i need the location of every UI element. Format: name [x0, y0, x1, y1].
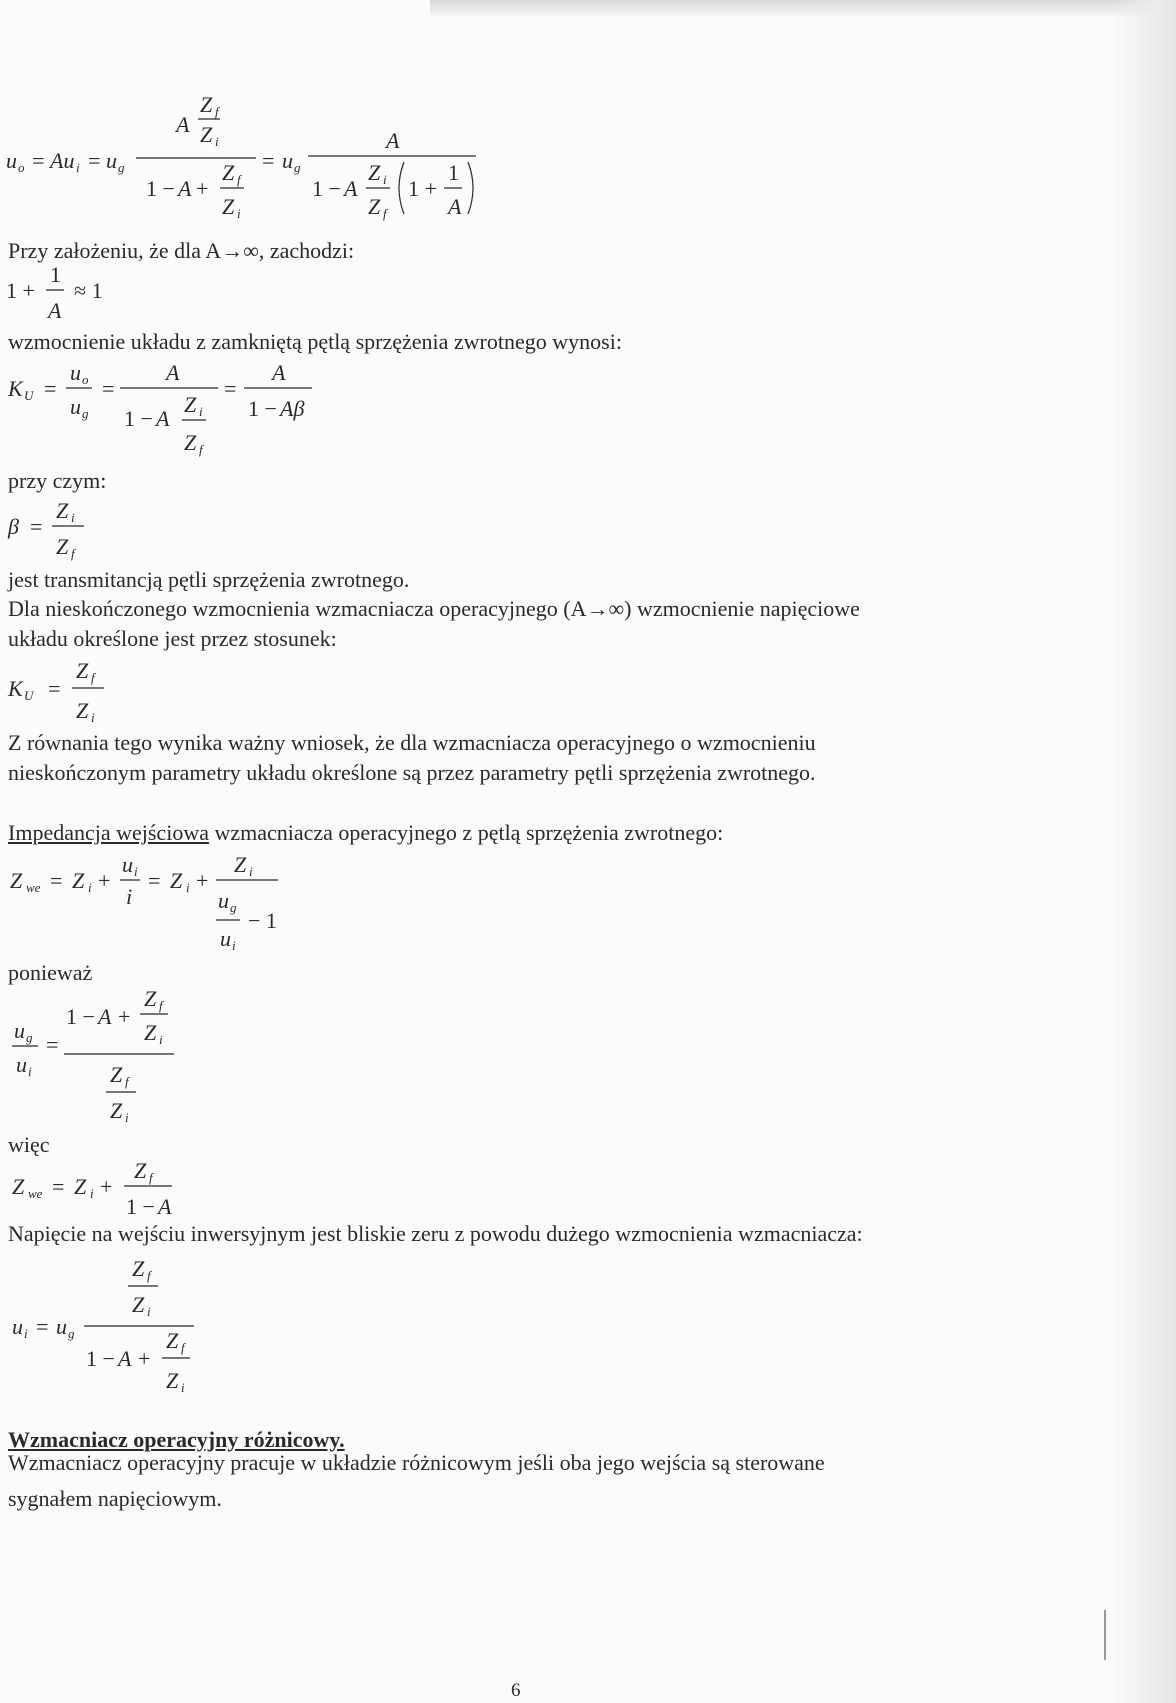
svg-text:i: i — [90, 1186, 94, 1201]
svg-text:A: A — [344, 176, 358, 201]
svg-text:Z: Z — [72, 868, 85, 893]
svg-text:i: i — [91, 710, 95, 725]
svg-text:Z: Z — [200, 122, 213, 147]
svg-text:g: g — [68, 1326, 75, 1341]
svg-text:U: U — [24, 388, 34, 403]
svg-text:f: f — [91, 670, 95, 685]
paragraph: Wzmacniacz operacyjny pracuje w układzie różnicowym jeśli oba jego wejścia są sterowane — [8, 1450, 825, 1475]
svg-text:+: + — [98, 868, 111, 893]
svg-text:=: = — [36, 1314, 49, 1339]
svg-text:− 1: − 1 — [248, 908, 277, 933]
svg-text:u: u — [14, 1018, 25, 1043]
svg-text:i: i — [134, 864, 138, 879]
svg-text:Z: Z — [56, 498, 69, 523]
svg-text:Au: Au — [50, 148, 75, 173]
svg-text:we: we — [28, 1186, 43, 1201]
svg-text:i: i — [159, 1032, 163, 1047]
svg-text:Aβ: Aβ — [280, 396, 305, 421]
svg-text:u: u — [282, 148, 293, 173]
svg-text:i: i — [232, 938, 236, 953]
svg-text:f: f — [199, 442, 203, 457]
equation-ideal-gain — [8, 656, 118, 726]
svg-text:Z: Z — [12, 1174, 25, 1199]
svg-text:Z: Z — [110, 1062, 123, 1087]
paragraph-rest: wzmacniacza operacyjnego z pętlą sprzężenia zwrotnego: — [208, 820, 724, 845]
svg-text:i: i — [237, 206, 241, 221]
svg-text:A: A — [158, 1194, 172, 1219]
svg-text:A: A — [48, 298, 62, 323]
svg-text:=: = — [224, 376, 237, 401]
svg-text:A: A — [448, 194, 462, 219]
svg-text:A: A — [386, 128, 400, 153]
equation-beta — [8, 496, 108, 562]
svg-text:1: 1 — [448, 160, 459, 185]
svg-text:1 −: 1 − — [124, 406, 153, 431]
equation-approximation — [6, 262, 126, 332]
svg-text:Z: Z — [184, 430, 197, 455]
svg-text:=: = — [32, 148, 45, 173]
svg-text:i: i — [383, 172, 387, 187]
svg-text:i: i — [186, 880, 190, 895]
svg-text:=: = — [88, 148, 101, 173]
svg-text:=: = — [50, 868, 63, 893]
svg-text:A: A — [156, 406, 170, 431]
svg-text:≈ 1: ≈ 1 — [74, 278, 103, 303]
svg-text:f: f — [383, 206, 387, 221]
svg-text:u: u — [122, 852, 133, 877]
svg-text:u: u — [70, 360, 81, 385]
paragraph: ponieważ — [8, 960, 93, 985]
underlined-term: Impedancja wejściowa — [8, 820, 209, 845]
svg-text:1 +: 1 + — [6, 278, 35, 303]
svg-text:i: i — [249, 864, 253, 879]
svg-text:i: i — [181, 1380, 185, 1395]
svg-text:u: u — [106, 148, 117, 173]
svg-text:Z: Z — [76, 698, 89, 723]
svg-text:u: u — [12, 1314, 23, 1339]
scan-shadow-right — [1112, 0, 1176, 1703]
svg-text:K: K — [8, 676, 23, 701]
svg-text:i: i — [24, 1326, 28, 1341]
page-number: 6 — [511, 1680, 521, 1701]
svg-text:f: f — [159, 998, 163, 1013]
svg-text:Z: Z — [222, 194, 235, 219]
svg-text:Z: Z — [74, 1174, 87, 1199]
svg-text:u: u — [220, 926, 231, 951]
scan-shadow-top — [430, 0, 1176, 18]
svg-text:Z: Z — [144, 986, 157, 1011]
paragraph: więc — [8, 1132, 50, 1157]
svg-text:i: i — [76, 160, 80, 175]
svg-text:1 +: 1 + — [408, 176, 437, 201]
paragraph: Dla nieskończonego wzmocnienia wzmacniacza operacyjnego (A→∞) wzmocnienie napięciowe — [8, 596, 860, 621]
svg-text:f: f — [125, 1074, 129, 1089]
svg-text:1 −: 1 − — [312, 176, 341, 201]
svg-text:Z: Z — [166, 1368, 179, 1393]
svg-text:+: + — [138, 1346, 151, 1371]
svg-text:o: o — [82, 372, 89, 387]
equation-input-impedance — [10, 852, 300, 962]
svg-text:=: = — [44, 376, 57, 401]
svg-text:Z: Z — [166, 1328, 179, 1353]
svg-text:=: = — [48, 676, 61, 701]
paragraph: przy czym: — [8, 468, 107, 493]
svg-text:Z: Z — [76, 658, 89, 683]
svg-text:Z: Z — [110, 1098, 123, 1123]
svg-text:i: i — [147, 1304, 151, 1319]
equation-closed-loop-gain — [8, 360, 328, 460]
svg-text:i: i — [199, 404, 203, 419]
svg-text:+: + — [196, 868, 209, 893]
svg-text:Z: Z — [144, 1020, 157, 1045]
svg-text:Z: Z — [170, 868, 183, 893]
svg-text:i: i — [125, 1110, 129, 1125]
section-heading: Wzmacniacz operacyjny różnicowy. — [8, 1427, 345, 1452]
svg-text:f: f — [237, 172, 241, 187]
svg-text:=: = — [52, 1174, 65, 1199]
svg-text:g: g — [26, 1030, 33, 1045]
svg-text:Z: Z — [10, 868, 23, 893]
svg-text:Z: Z — [132, 1256, 145, 1281]
svg-text:f: f — [215, 104, 219, 119]
equation-input-impedance-result — [12, 1158, 192, 1224]
svg-text:i: i — [215, 134, 219, 149]
svg-text:Z: Z — [134, 1158, 147, 1183]
svg-text:+: + — [196, 176, 209, 201]
svg-text:A: A — [176, 112, 190, 137]
paragraph: Napięcie na wejściu inwersyjnym jest bliskie zeru z powodu dużego wzmocnienia wzmacniacza: — [8, 1221, 863, 1246]
paragraph: układu określone jest przez stosunek: — [8, 626, 337, 651]
svg-text:A: A — [178, 176, 192, 201]
svg-text:i: i — [28, 1064, 32, 1079]
svg-text:1 −: 1 − — [126, 1194, 155, 1219]
paragraph: Przy założeniu, że dla A→∞, zachodzi: — [8, 238, 355, 263]
equation-voltage-ratio — [10, 988, 190, 1128]
paragraph: Z równania tego wynika ważny wniosek, że dla wzmacniacza operacyjnego o wzmocnieniu — [8, 730, 816, 755]
svg-text:u: u — [6, 148, 17, 173]
svg-text:U: U — [24, 688, 34, 703]
svg-text:we: we — [26, 880, 41, 895]
svg-text:1: 1 — [50, 262, 61, 287]
equation-output-voltage — [6, 92, 486, 232]
svg-text:1 −: 1 − — [146, 176, 175, 201]
svg-text:+: + — [100, 1174, 113, 1199]
svg-text:o: o — [18, 160, 25, 175]
svg-text:=: = — [102, 376, 115, 401]
svg-text:A: A — [272, 360, 286, 385]
svg-text:u: u — [218, 888, 229, 913]
svg-text:Z: Z — [200, 92, 213, 117]
svg-text:Z: Z — [368, 194, 381, 219]
svg-text:Z: Z — [222, 160, 235, 185]
svg-text:K: K — [8, 376, 23, 401]
svg-text:Z: Z — [184, 392, 197, 417]
svg-text:g: g — [118, 160, 125, 175]
paragraph: sygnałem napięciowym. — [8, 1486, 222, 1511]
svg-text:1 −: 1 − — [66, 1004, 95, 1029]
svg-text:=: = — [148, 868, 161, 893]
paragraph: wzmocnienie układu z zamkniętą pętlą sprzężenia zwrotnego wynosi: — [8, 329, 622, 354]
svg-text:=: = — [30, 514, 43, 539]
scan-edge-mark — [1104, 1610, 1106, 1660]
svg-text:Z: Z — [56, 534, 69, 559]
svg-text:Z: Z — [234, 852, 247, 877]
svg-text:g: g — [294, 160, 301, 175]
svg-text:u: u — [16, 1052, 27, 1077]
svg-text:A: A — [98, 1004, 112, 1029]
svg-text:1 −: 1 − — [248, 396, 277, 421]
svg-text:u: u — [70, 394, 81, 419]
paragraph: nieskończonym parametry układu określone są przez parametry pętli sprzężenia zwrotnego. — [8, 760, 816, 785]
svg-text:f: f — [147, 1268, 151, 1283]
svg-text:=: = — [46, 1032, 59, 1057]
svg-text:u: u — [56, 1314, 67, 1339]
svg-text:A: A — [166, 360, 180, 385]
svg-text:f: f — [149, 1170, 153, 1185]
svg-text:+: + — [118, 1004, 131, 1029]
svg-text:i: i — [126, 884, 133, 909]
equation-inverting-input-voltage — [12, 1254, 212, 1404]
svg-text:β: β — [8, 514, 19, 539]
paragraph-input-impedance — [8, 820, 723, 846]
svg-text:=: = — [262, 148, 275, 173]
svg-text:1 −: 1 − — [86, 1346, 115, 1371]
svg-text:i: i — [88, 880, 92, 895]
svg-text:Z: Z — [368, 160, 381, 185]
svg-text:f: f — [181, 1340, 185, 1355]
svg-text:A: A — [118, 1346, 132, 1371]
paragraph: jest transmitancją pętli sprzężenia zwrotnego. — [8, 567, 410, 592]
svg-text:g: g — [82, 406, 89, 421]
svg-text:i: i — [71, 510, 75, 525]
svg-text:f: f — [71, 546, 75, 561]
svg-text:Z: Z — [132, 1292, 145, 1317]
svg-text:g: g — [230, 900, 237, 915]
